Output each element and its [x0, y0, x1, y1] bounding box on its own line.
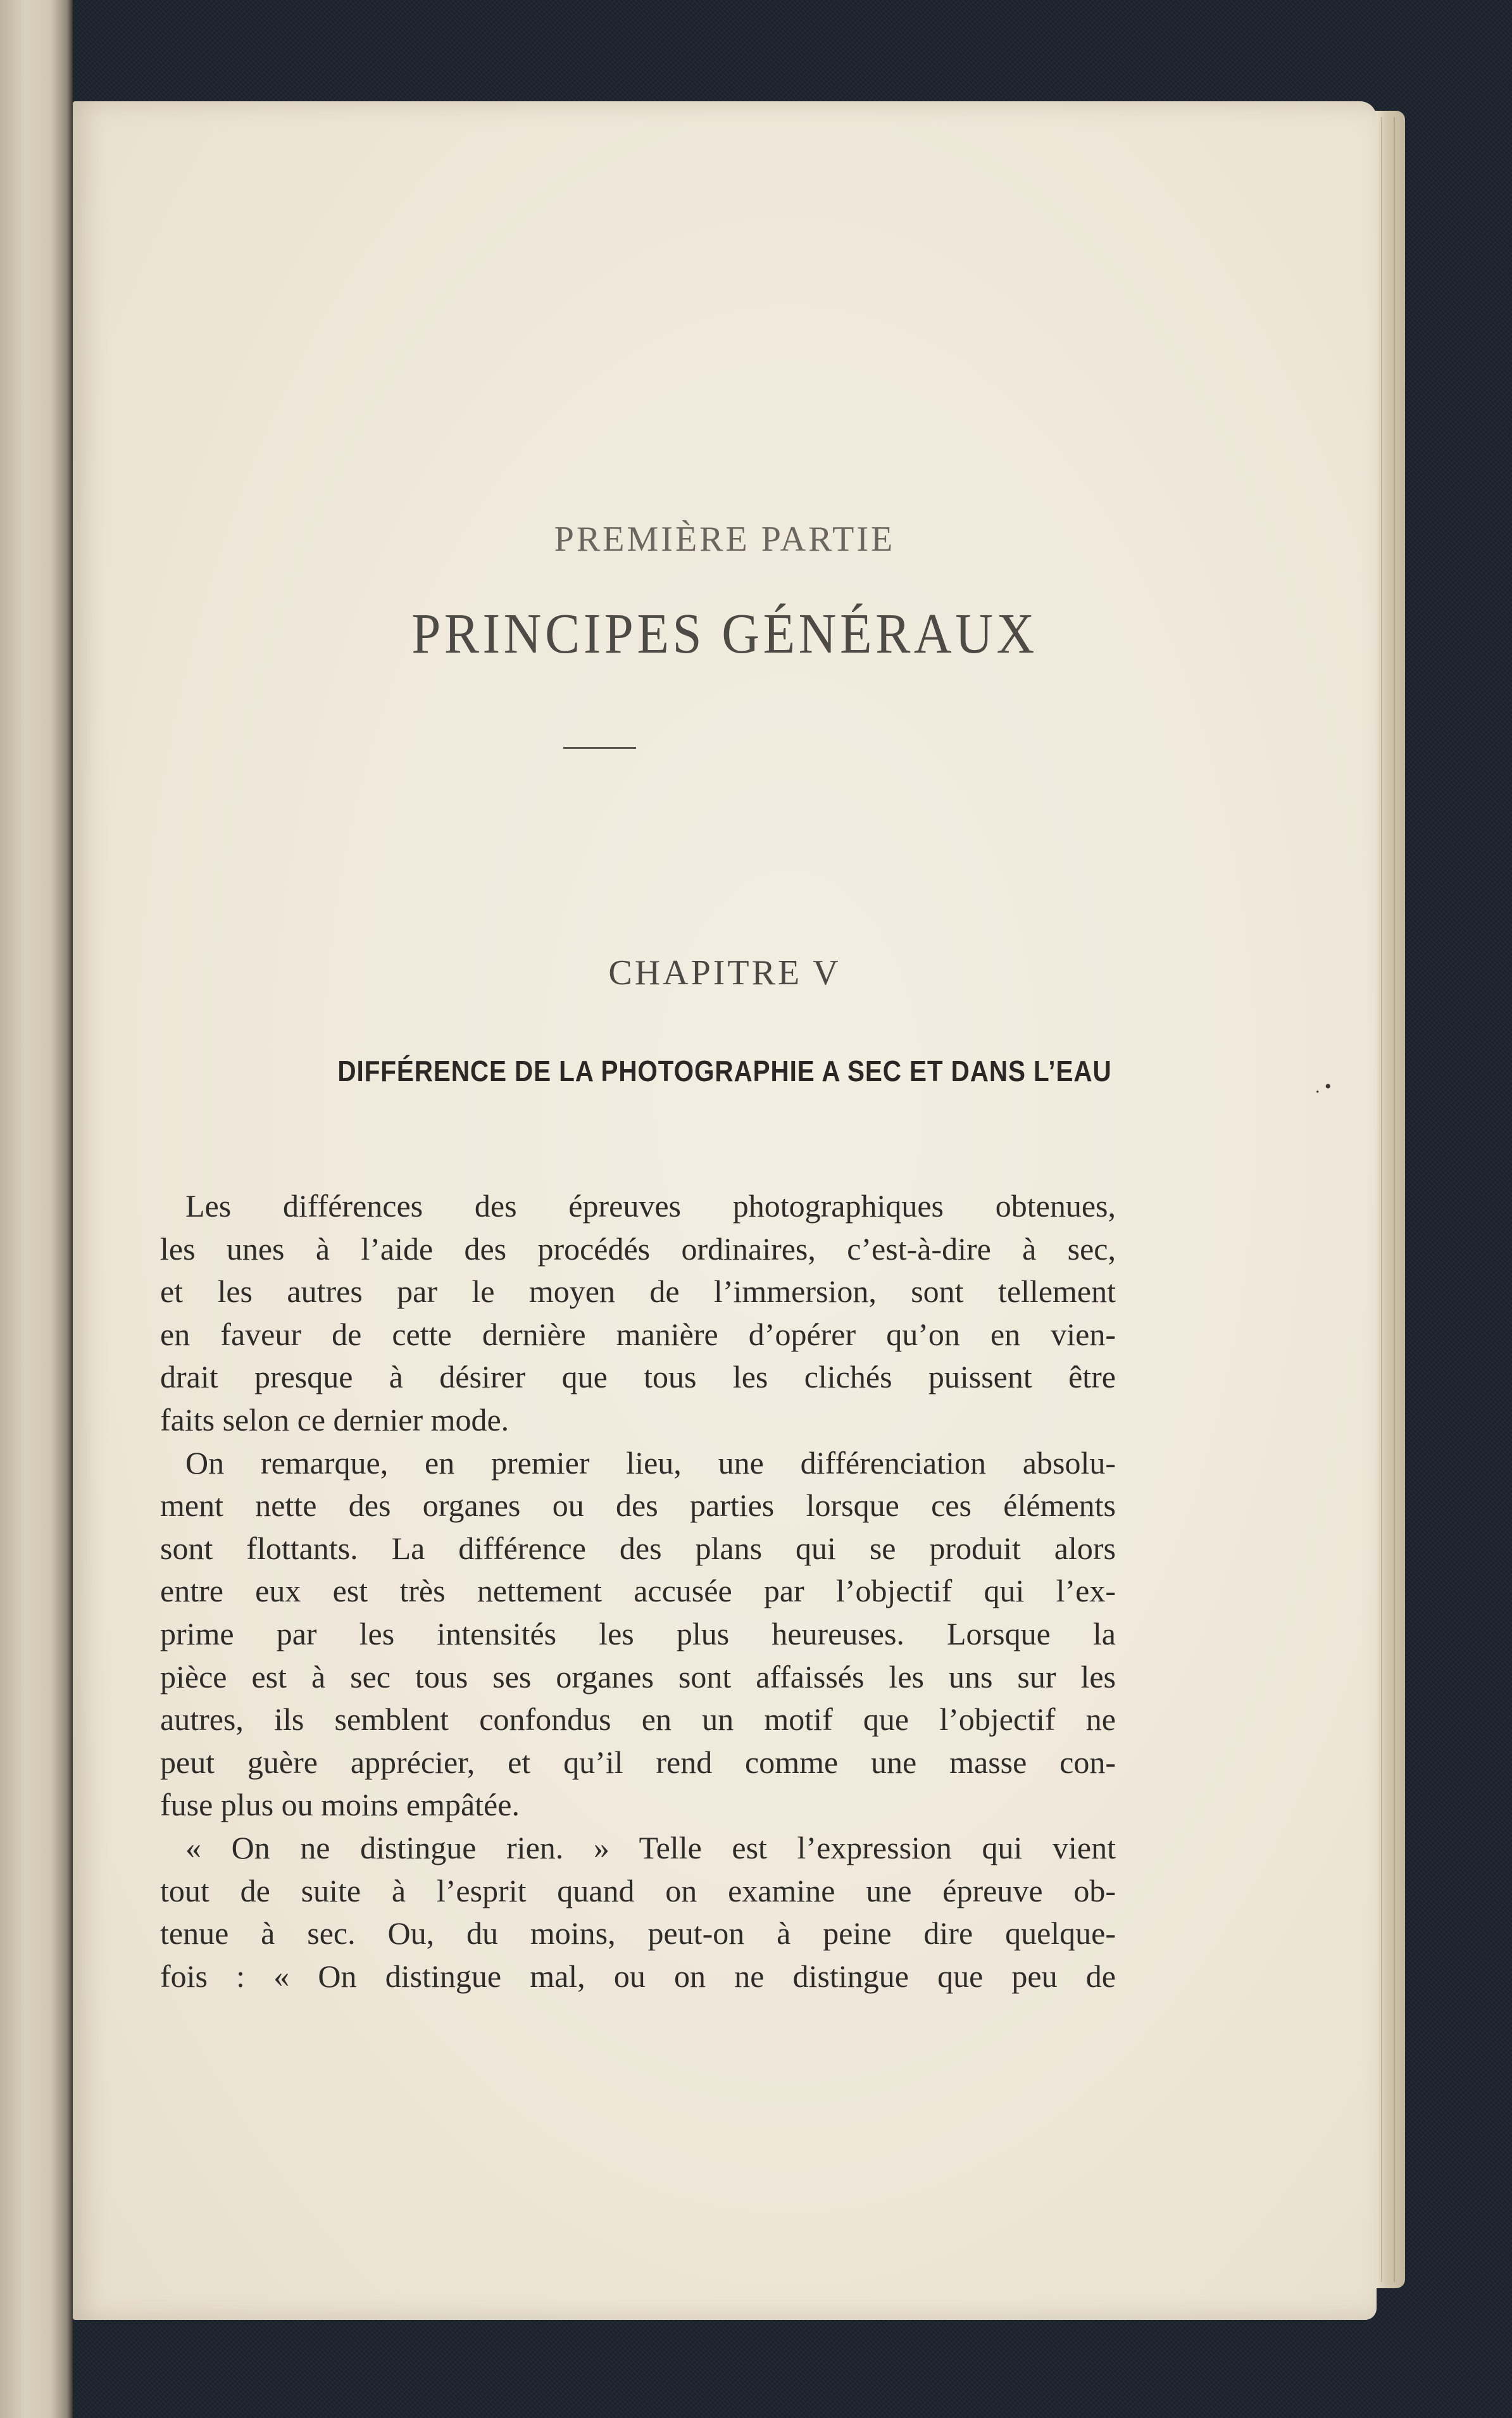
chapter-label: CHAPITRE V — [608, 953, 841, 993]
left-page-edge — [0, 0, 73, 2418]
text-line: drait presque à désirer que tous les clichés puissent être — [160, 1359, 1116, 1395]
margin-marks: . • — [1315, 1076, 1332, 1097]
text-line: ment nette des organes ou des parties lorsque ces éléments — [160, 1488, 1116, 1524]
text-line: en faveur de cette dernière manière d’opérer qu’on en vien- — [160, 1316, 1116, 1352]
text-line: et les autres par le moyen de l’immersion, sont tellement — [160, 1274, 1116, 1310]
text-line: pièce est à sec tous ses organes sont affaissés les uns sur les — [160, 1658, 1116, 1694]
text-line: autres, ils semblent confondus en un motif que l’objectif ne — [160, 1701, 1116, 1738]
text-line: On remarque, en premier lieu, une différenciation absolu- — [185, 1444, 1116, 1481]
text-line: fois : « On distingue mal, ou on ne distingue que peu de — [160, 1958, 1116, 1994]
text-line: tout de suite à l’esprit quand on examine une épreuve ob- — [160, 1872, 1116, 1908]
text-line: « On ne distingue rien. » Telle est l’expression qui vient — [185, 1829, 1116, 1865]
text-line: sont flottants. La différence des plans qui se produit alors — [160, 1530, 1116, 1566]
title-divider — [563, 747, 636, 749]
text-line: tenue à sec. Ou, du moins, peut-on à peine dire quelque- — [160, 1915, 1116, 1951]
text-line: les unes à l’aide des procédés ordinaires, c’est-à-dire à sec, — [160, 1231, 1116, 1267]
body-text — [160, 1185, 1116, 1998]
part-title: PRINCIPES GÉNÉRAUX — [411, 603, 1038, 665]
book-page — [73, 101, 1377, 2320]
chapter-title: DIFFÉRENCE DE LA PHOTOGRAPHIE A SEC ET DANS L’EAU — [337, 1055, 1112, 1087]
text-line: entre eux est très nettement accusée par l’objectif qui l’ex- — [160, 1573, 1116, 1609]
text-line: prime par les intensités les plus heureuses. Lorsque la — [160, 1615, 1116, 1651]
text-line: faits selon ce dernier mode. — [160, 1401, 509, 1438]
part-label: PREMIÈRE PARTIE — [554, 520, 896, 559]
text-line: peut guère apprécier, et qu’il rend comme une masse con- — [160, 1744, 1116, 1780]
text-line: fuse plus ou moins empâtée. — [160, 1787, 520, 1823]
text-line: Les différences des épreuves photographiques obtenues, — [185, 1188, 1116, 1224]
